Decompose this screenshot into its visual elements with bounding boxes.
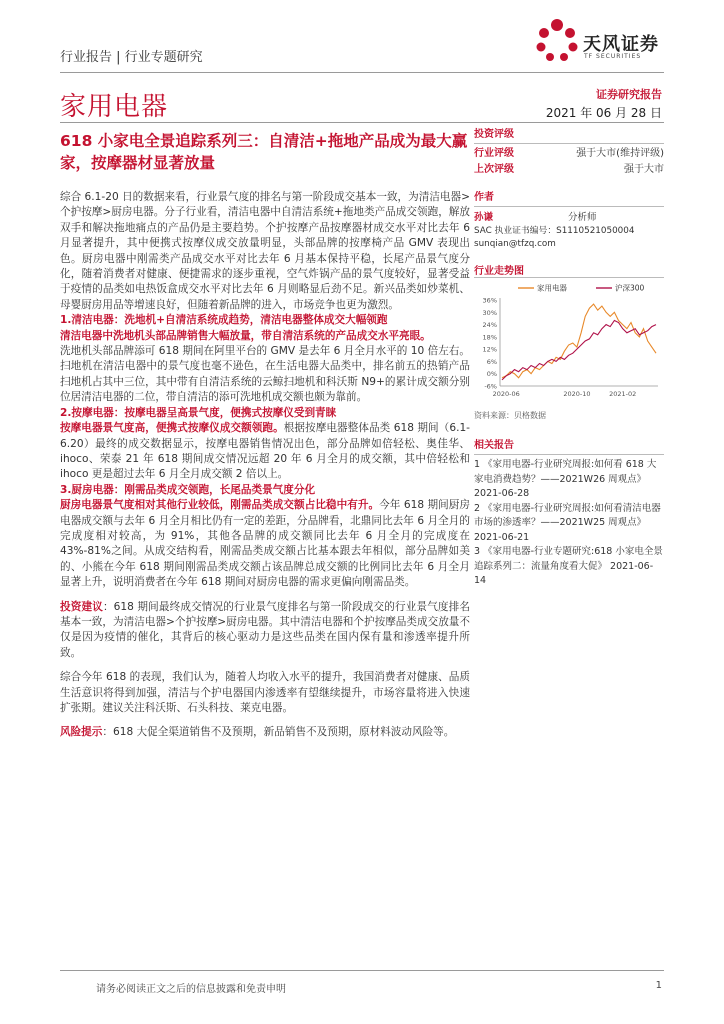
intro-paragraph: 综合 6.1-20 日的数据来看，行业景气度的排名与第一阶段成交基本一致，为清洁电器>个护按摩>厨房电器。分子行业看，清洁电器中自清洁系统+拖地类产品成交领跑，解放双手和解决拖地痛点的产品仍是主要趋势。个护按摩产品按摩器材成交水平对比去年 6 月显著提升，其中便携式按摩仪成交放量明显，头部品牌的按摩椅产品 GMV 表现出色。厨房电器中刚需类产品成交水平对比去年 6 月基本保持平稳，长尾产品景气度分化，随着消费者对健康、便捷需求的逐步重视，空气炸锅产品的景气度较好，显著受益于疫情的品类如电热饭盒成交水平对比去年 6 月则略显后劲不足。新兴品类如炒菜机、母婴厨房用品等增速良好，但随着新品牌的进入，市场竞争也更为激烈。 [60, 191, 470, 311]
report-body [60, 190, 470, 741]
trend-divider [474, 277, 664, 278]
section-2-subheading: 按摩电器景气度高，便携式按摩仪成交额领跑。 [60, 422, 284, 435]
series-line-1 [502, 304, 656, 378]
report-category: 行业报告 | 行业专题研究 [60, 50, 203, 65]
header-divider [60, 72, 664, 73]
legend-label: 沪深300 [615, 283, 645, 293]
sector-title: 家用电器 [60, 92, 169, 122]
y-tick-label: 6% [486, 357, 497, 366]
author-email[interactable]: sunqian@tfzq.com [474, 239, 556, 249]
risk-text: ：618 大促全渠道销售不及预期，新品销售不及预期，原材料波动风险等。 [102, 726, 455, 739]
trend-chart [474, 280, 664, 405]
chart-source: 资料来源：贝格数据 [474, 411, 546, 420]
section-1-heading: 1.清洁电器：洗地机+自清洁系统成趋势，清洁电器整体成交大幅领跑 [60, 314, 388, 327]
industry-rating-label: 行业评级 [474, 148, 514, 159]
brand-name: 天风证券 [583, 34, 659, 55]
previous-rating-value: 强于大市 [624, 164, 664, 175]
section-1-subheading: 清洁电器中洗地机头部品牌销售大幅放量，带自清洁系统的产品成交水平亮眼。 [60, 329, 431, 342]
y-tick-label: -6% [484, 382, 497, 391]
x-tick-label: 2020-10 [563, 390, 591, 398]
previous-rating-label: 上次评级 [474, 164, 514, 175]
section-3-heading: 3.厨房电器：刚需品类成交领跑，长尾品类景气度分化 [60, 483, 316, 496]
page-number: 1 [655, 980, 662, 991]
related-report-2[interactable]: 2 《家用电器-行业研究周报:如何看清洁电器市场的渗透率？——2021W25 周观点》 2021-06-21 [474, 502, 661, 543]
related-report-3[interactable]: 3 《家用电器-行业专题研究:618 小家电全景追踪系列二：流量角度看大促》 2021-06-14 [474, 546, 663, 586]
legend-label: 家用电器 [537, 283, 567, 293]
y-tick-label: 0% [486, 370, 497, 379]
y-tick-label: 36% [482, 296, 497, 305]
author-name: 孙谦 [474, 212, 494, 223]
trend-chart-title: 行业走势图 [474, 266, 524, 277]
title-divider [60, 122, 664, 123]
author-role: 分析师 [568, 212, 597, 223]
brand-subtitle: TF SECURITIES [584, 53, 642, 60]
section-2-heading: 2.按摩电器：按摩电器呈高景气度，便携式按摩仪受到青睐 [60, 406, 337, 419]
risk-label: 风险提示 [60, 726, 103, 739]
report-title: 618 小家电全景追踪系列三：自清洁+拖地产品成为最大赢家，按摩器材显著放量 [60, 132, 468, 172]
author-box [474, 188, 664, 251]
rating-box [474, 125, 664, 178]
y-tick-label: 24% [482, 321, 497, 330]
investment-text: ：618 期间最终成交情况的行业景气度排名与第一阶段成交的行业景气度排名基本一致，为清洁电器>个护按摩>厨房电器。其中清洁电器和个护按摩品类成交放量不仅是因为疫情的催化，其背后的核心驱动力是这些品类在国内保有量和渗透率提升所致。 [60, 600, 470, 659]
rating-title: 投资评级 [474, 129, 514, 140]
author-sac: SAC 执业证书编号：S1110521050004 [474, 226, 635, 236]
footer-divider [60, 970, 664, 971]
related-reports [474, 436, 664, 589]
y-tick-label: 12% [482, 345, 497, 354]
report-date: 2021 年 06 月 28 日 [545, 106, 662, 120]
related-title: 相关报告 [474, 440, 514, 451]
y-tick-label: 30% [482, 308, 497, 317]
report-type: 证券研究报告 [596, 88, 662, 101]
footer-disclaimer: 请务必阅读正文之后的信息披露和免责申明 [96, 984, 286, 995]
x-tick-label: 2021-02 [609, 390, 637, 398]
author-title: 作者 [474, 192, 494, 203]
industry-rating-value: 强于大市(维持评级) [576, 148, 664, 159]
section-3-subheading: 厨房电器景气度相对其他行业较低，刚需品类成交额占比稳中有升。 [60, 499, 380, 512]
section-3-text: 今年 618 期间厨房电器成交额与去年 6 月全月相比仍有一定的差距，分品牌看，北鼎同比去年 6 月全月的完成度相对较高，为 91%，其他各品牌的成交额同比去年 6 月全月的完成度在 43%-81%之间。从成交结构看，刚需品类成交额占比基本跟去年相似，部分品牌如美的、小熊在今年 618 期间刚需品类成交额占该品牌总成交额的比例同比去年 6 月全月显著上升，说明消费者在今年 618 期间对厨房电器的需求更偏向刚需品类。 [60, 499, 470, 589]
investment-label: 投资建议 [60, 600, 103, 613]
section-2-text: 根据按摩电器整体品类 618 期间（6.1-6.20）最终的成交数据显示，按摩电器销售情况出色，部分品牌如倍轻松、奥佳华、ihoco、荣泰 21 年 618 期间成交情况远超 20 年 6 月全月的成交额，其中倍轻松和 ihoco 更是超过去年 6 月全月成交额 2 倍以上。 [60, 422, 471, 481]
section-1-text: 洗地机头部品牌添可 618 期间在阿里平台的 GMV 是去年 6 月全月水平的 10 倍左右。扫地机在清洁电器中的景气度也毫不逊色，在生活电器大品类中，排名前五的热销产品扫地机占其中三位，其中带有自清洁系统的云鲸扫地机和科沃斯 N9+的累计成交额分别位居清洁电器的二位，带自清洁的添可洗地机成交额也颇为靠前。 [60, 345, 470, 404]
tf-logo-icon [532, 16, 582, 66]
summary-paragraph: 综合今年 618 的表现，我们认为，随着人均收入水平的提升，我国消费者对健康、品质生活意识将得到加强，清洁与个护电器国内渗透率有望继续提升，市场容量将进入快速扩张期。建议关注科沃斯、石头科技、莱克电器。 [60, 671, 470, 714]
related-report-1[interactable]: 1 《家用电器-行业研究周报:如何看 618 大家电消费趋势？——2021W26 周观点》 2021-06-28 [474, 459, 657, 499]
y-tick-label: 18% [482, 333, 497, 342]
x-tick-label: 2020-06 [492, 390, 520, 398]
